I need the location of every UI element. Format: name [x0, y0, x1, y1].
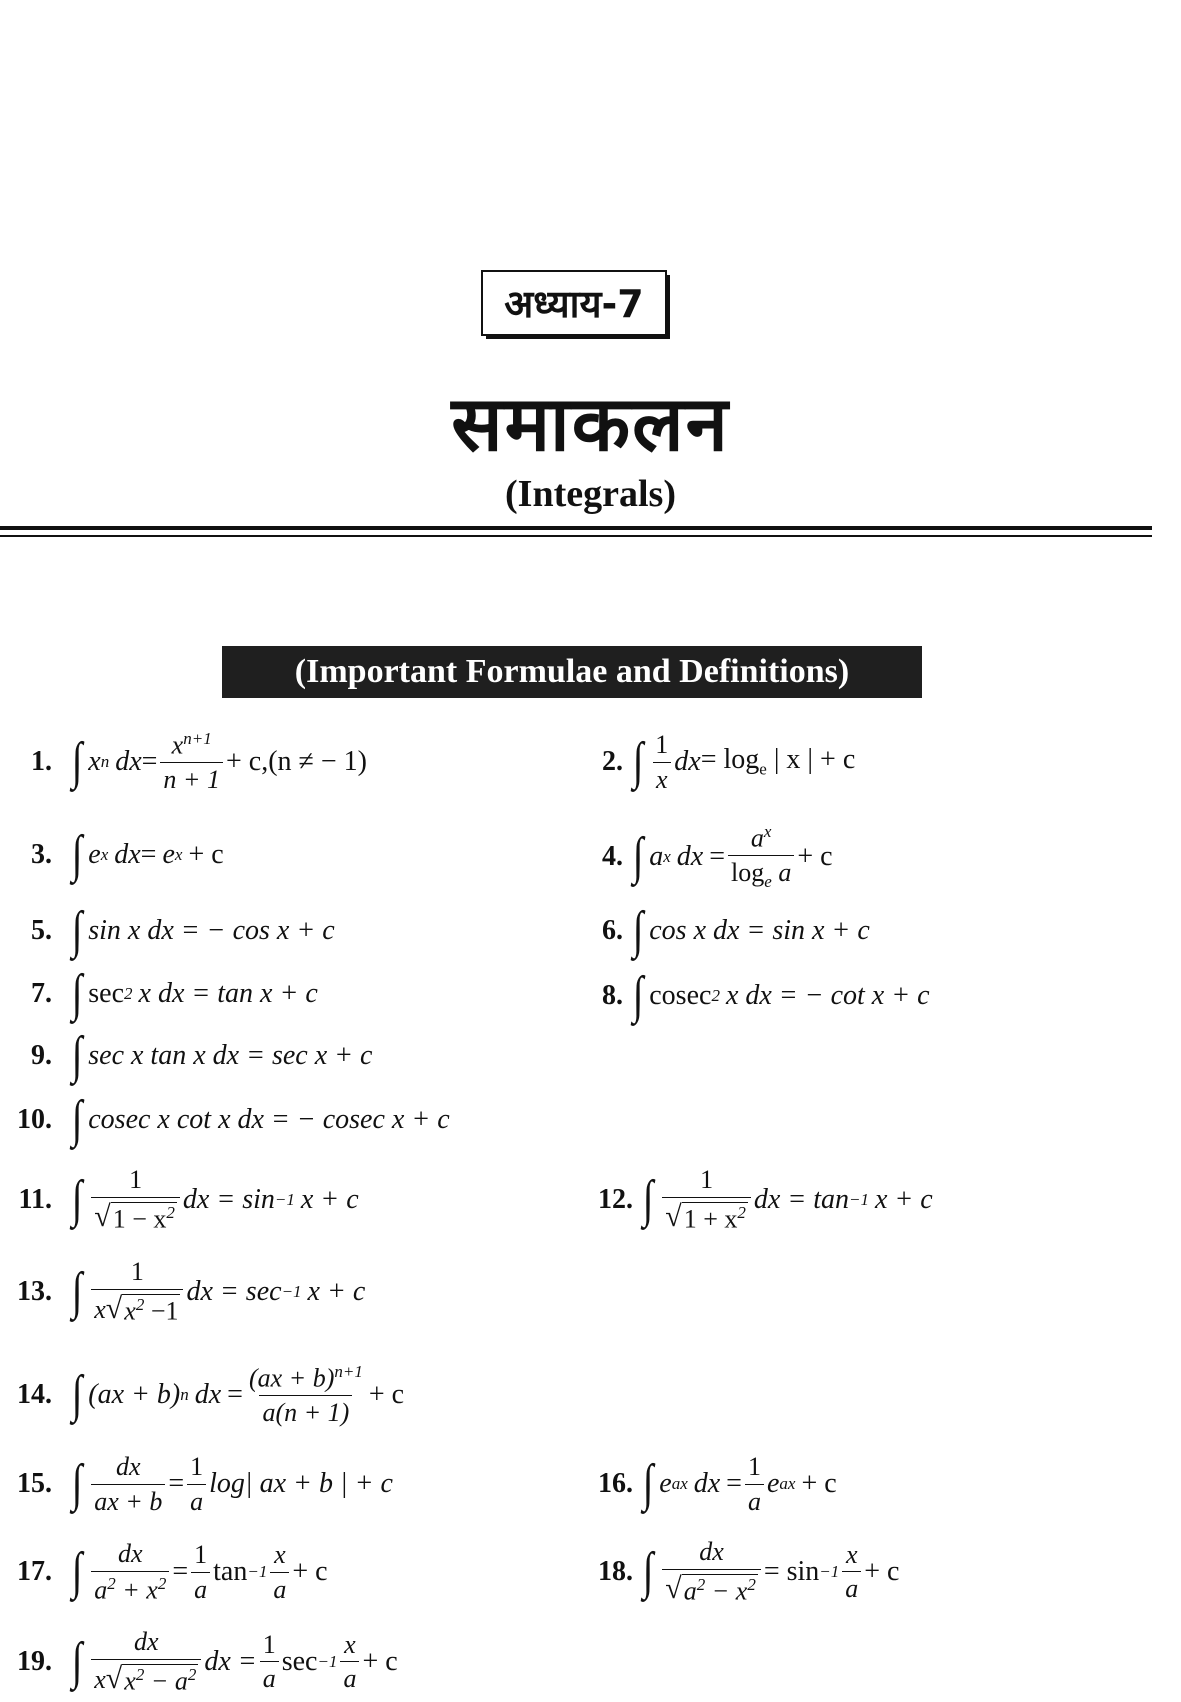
formula-number: 14.	[17, 1379, 52, 1410]
integral-sign-icon: ∫	[632, 902, 644, 959]
chapter-title-english: (Integrals)	[505, 473, 676, 515]
formula-number: 3.	[31, 839, 52, 870]
formula-16: 16. ∫ e ax dx = $\frac{1}{a}$ e ax + c	[598, 1451, 837, 1516]
integral-sign-icon: ∫	[71, 1262, 83, 1320]
integral-sign-icon: ∫	[71, 1366, 83, 1423]
formula-9: 9. ∫ sec x tan x dx = sec x + c	[18, 1030, 372, 1082]
fraction: $\frac{dx}{ax + b}$	[91, 1452, 165, 1517]
fraction: $\frac{x}{a}$	[270, 1540, 289, 1605]
formula-12: 12. ∫ 1 √ $1 + x^2$ dx = tan −1 x + c	[598, 1165, 933, 1234]
title-rule-thick	[0, 526, 1152, 530]
integral-sign-icon: ∫	[71, 1091, 83, 1148]
formula-number: 7.	[31, 978, 52, 1009]
integral-sign-icon: ∫	[71, 965, 83, 1022]
fraction: $\frac{1}{a}$	[187, 1452, 206, 1517]
title-rule-thin	[0, 535, 1152, 537]
formula-10: 10. ∫ cosec x cot x dx = − cosec x + c	[8, 1094, 450, 1146]
fraction: dx √ $a^2 - x^2$	[662, 1537, 761, 1606]
formula-6: 6. ∫ cos x dx = sin x + c	[597, 905, 870, 957]
integral-sign-icon: ∫	[71, 1543, 83, 1600]
formula-13: 13. ∫ 1 x √ $x^2 -1$ dx = sec −1 x + c	[8, 1252, 365, 1332]
chapter-title-hindi: समाकलन	[451, 379, 730, 468]
integral-sign-icon: ∫	[71, 733, 83, 790]
integral-sign-icon: ∫	[632, 828, 644, 885]
formula-5: 5. ∫ sin x dx = − cos x + c	[18, 905, 335, 957]
formula-14: 14. ∫ (ax + b) n dx = $\frac{(ax + b)^{n+1}}{a(n + 1)}$ + c	[8, 1350, 404, 1440]
fraction: dx x √ $x^2 - a^2$	[91, 1627, 201, 1696]
formula-1: 1. ∫ x n dx = $\frac{x^{n+1}}{n + 1}$ + c,(n ≠ − 1)	[18, 722, 367, 802]
formula-number: 1.	[31, 746, 52, 777]
formula-number: 6.	[602, 915, 623, 946]
fraction: $\frac{1}{a}$	[191, 1540, 210, 1605]
integral-sign-icon: ∫	[71, 1455, 83, 1512]
formula-7: 7. ∫ sec 2 x dx = tan x + c	[18, 968, 318, 1020]
integral-sign-icon: ∫	[642, 1170, 654, 1228]
sqrt-icon: √	[665, 1200, 682, 1234]
fraction: $\frac{x}{a}$	[340, 1630, 359, 1695]
integral-sign-icon: ∫	[632, 733, 644, 790]
fraction: $\frac{a^x}{\log_e a}$	[728, 822, 794, 892]
integral-sign-icon: ∫	[632, 967, 644, 1024]
fraction: $\frac{dx}{a^2 + x^2}$	[91, 1539, 169, 1605]
chapter-number-box	[481, 270, 667, 336]
formula-number: 12.	[598, 1184, 633, 1215]
fraction: $\frac{1}{a}$	[260, 1630, 279, 1695]
formula-number: 15.	[17, 1468, 52, 1499]
sqrt-icon: √	[665, 1572, 682, 1606]
formula-2: 2. ∫ $\frac{1}{x}$ dx = $\log_e$ | x | + c	[597, 722, 855, 802]
formula-number: 8.	[602, 980, 623, 1011]
formula-number: 11.	[18, 1184, 52, 1215]
formula-number: 13.	[17, 1276, 52, 1307]
fraction: $\frac{1}{x}$	[652, 730, 671, 795]
sqrt-icon: √	[94, 1200, 111, 1234]
formula-3: 3. ∫ e x dx = e x + c	[18, 825, 224, 885]
integral-sign-icon: ∫	[71, 1027, 83, 1084]
fraction: $\frac{x}{a}$	[842, 1540, 861, 1605]
formula-number: 19.	[17, 1646, 52, 1677]
fraction: 1 √ $1 + x^2$	[662, 1165, 751, 1234]
formula-number: 5.	[31, 915, 52, 946]
formula-19: 19. ∫ dx x √ $x^2 - a^2$ dx = $\frac{1}{a}$ sec −1 $\frac{x}{a}$ + c	[8, 1622, 398, 1702]
formula-number: 2.	[602, 746, 623, 777]
fraction: $\frac{x^{n+1}}{n + 1}$	[160, 729, 223, 795]
fraction: $\frac{(ax + b)^{n+1}}{a(n + 1)}$	[248, 1361, 363, 1428]
integral-sign-icon: ∫	[71, 1632, 83, 1690]
formula-number: 18.	[598, 1556, 633, 1587]
integral-sign-icon: ∫	[71, 826, 83, 883]
formula-8: 8. ∫ cosec 2 x dx = − cot x + c	[597, 970, 930, 1022]
formula-number: 9.	[31, 1040, 52, 1071]
fraction: $\frac{1}{a}$	[745, 1452, 764, 1517]
formula-17: 17. ∫ $\frac{dx}{a^2 + x^2}$ = $\frac{1}{a}$ tan −1 $\frac{x}{a}$ + c	[8, 1532, 328, 1612]
formula-4: 4. ∫ a x dx = $\frac{a^x}{\log_e a}$ + c	[597, 812, 833, 902]
formula-number: 10.	[17, 1104, 52, 1135]
fraction: 1 √ $1 - x^2$	[91, 1165, 180, 1234]
chapter-label: अध्याय-7	[504, 282, 644, 326]
section-banner	[222, 646, 922, 698]
integral-sign-icon: ∫	[642, 1542, 654, 1600]
formula-number: 17.	[17, 1556, 52, 1587]
sqrt-icon: √	[105, 1662, 123, 1696]
formula-number: 4.	[602, 841, 623, 872]
formula-number: 16.	[598, 1468, 633, 1499]
integral-sign-icon: ∫	[71, 1170, 83, 1228]
fraction: 1 x √ $x^2 -1$	[91, 1257, 183, 1326]
integral-sign-icon: ∫	[642, 1455, 654, 1512]
formula-18: 18. ∫ dx √ $a^2 - x^2$ = sin −1 $\frac{x}{a}$ + c	[598, 1537, 900, 1606]
formula-15: 15. ∫ $\frac{dx}{ax + b}$ = $\frac{1}{a}$ log| ax + b | + c	[8, 1444, 393, 1524]
section-banner-text: (Important Formulae and Definitions)	[294, 653, 850, 690]
integral-sign-icon: ∫	[71, 902, 83, 959]
sqrt-icon: √	[105, 1292, 123, 1326]
formula-11: 11. ∫ 1 √ $1 - x^2$ dx = sin −1 x + c	[8, 1160, 359, 1240]
